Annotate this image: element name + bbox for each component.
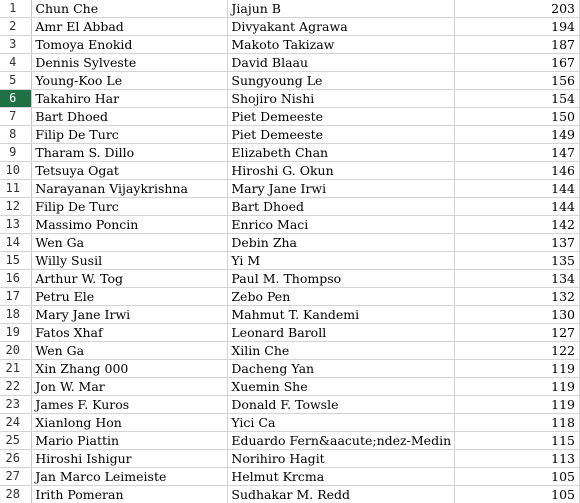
cell-col-b[interactable]: Paul M. Thompso — [228, 270, 455, 288]
cell-col-b[interactable]: Sudhakar M. Redd — [228, 486, 455, 503]
cell-col-a[interactable]: Fatos Xhaf — [32, 324, 228, 342]
cell-col-c[interactable]: 105 — [455, 468, 580, 486]
cell-col-b[interactable]: Makoto Takizaw — [228, 36, 455, 54]
cell-col-c[interactable]: 113 — [455, 450, 580, 468]
cell-col-a[interactable]: Jon W. Mar — [32, 378, 228, 396]
table-row — [0, 288, 580, 306]
cell-col-c[interactable]: 156 — [455, 72, 580, 90]
cell-col-c[interactable]: 118 — [455, 414, 580, 432]
cell-col-b[interactable]: Enrico Maci — [228, 216, 455, 234]
cell-col-b[interactable]: Piet Demeeste — [228, 126, 455, 144]
cell-col-a[interactable]: Dennis Sylveste — [32, 54, 228, 72]
row-header[interactable]: 12 — [0, 198, 32, 216]
row-header[interactable]: 7 — [0, 108, 32, 126]
table-row — [0, 54, 580, 72]
table-row — [0, 432, 580, 450]
cell-col-b[interactable]: Mary Jane Irwi — [228, 180, 455, 198]
cell-col-c[interactable]: 135 — [455, 252, 580, 270]
row-header[interactable]: 23 — [0, 396, 32, 414]
row-header[interactable]: 17 — [0, 288, 32, 306]
cell-col-c[interactable]: 187 — [455, 36, 580, 54]
cell-col-c[interactable]: 119 — [455, 378, 580, 396]
cell-col-b[interactable]: Divyakant Agrawa — [228, 18, 455, 36]
table-row — [0, 198, 580, 216]
cell-col-c[interactable]: 119 — [455, 360, 580, 378]
cell-col-b[interactable]: Leonard Baroll — [228, 324, 455, 342]
row-header[interactable]: 4 — [0, 54, 32, 72]
table-row — [0, 450, 580, 468]
cell-col-a[interactable]: Mario Piattin — [32, 432, 228, 450]
cell-col-a[interactable]: Hiroshi Ishigur — [32, 450, 228, 468]
row-header[interactable]: 19 — [0, 324, 32, 342]
cell-col-a[interactable]: Bart Dhoed — [32, 108, 228, 126]
cell-col-b[interactable]: Eduardo Fern&aacute;ndez-Medin — [228, 432, 455, 450]
row-header[interactable]: 14 — [0, 234, 32, 252]
cell-col-b[interactable]: Piet Demeeste — [228, 108, 455, 126]
table-row — [0, 108, 580, 126]
cell-col-a[interactable]: Amr El Abbad — [32, 18, 228, 36]
row-header[interactable]: 8 — [0, 126, 32, 144]
row-header[interactable]: 6 — [0, 90, 32, 108]
cell-col-a[interactable]: Willy Susil — [32, 252, 228, 270]
cell-col-c[interactable]: 105 — [455, 486, 580, 503]
cell-col-b[interactable]: Zebo Pen — [228, 288, 455, 306]
table-row — [0, 342, 580, 360]
cell-col-a[interactable]: Wen Ga — [32, 342, 228, 360]
table-row — [0, 18, 580, 36]
cell-col-b[interactable]: Donald F. Towsle — [228, 396, 455, 414]
cell-col-b[interactable]: Bart Dhoed — [228, 198, 455, 216]
cell-col-c[interactable]: 144 — [455, 198, 580, 216]
row-header[interactable]: 24 — [0, 414, 32, 432]
cell-col-a[interactable]: Mary Jane Irwi — [32, 306, 228, 324]
row-header[interactable]: 26 — [0, 450, 32, 468]
cell-col-c[interactable]: 134 — [455, 270, 580, 288]
cell-col-b[interactable]: Sungyoung Le — [228, 72, 455, 90]
cell-col-a[interactable]: Xianlong Hon — [32, 414, 228, 432]
cell-col-c[interactable]: 144 — [455, 180, 580, 198]
table-row — [0, 126, 580, 144]
table-row — [0, 36, 580, 54]
row-header[interactable]: 10 — [0, 162, 32, 180]
row-header[interactable]: 27 — [0, 468, 32, 486]
table-row — [0, 162, 580, 180]
cell-col-a[interactable]: Tomoya Enokid — [32, 36, 228, 54]
table-row — [0, 72, 580, 90]
cell-col-a[interactable]: Chun Che — [32, 0, 228, 18]
row-header[interactable]: 28 — [0, 486, 32, 503]
cell-col-c[interactable]: 167 — [455, 54, 580, 72]
cell-col-b[interactable]: Helmut Krcma — [228, 468, 455, 486]
table-row — [0, 216, 580, 234]
cell-col-b[interactable]: Norihiro Hagit — [228, 450, 455, 468]
cell-col-a[interactable]: Petru Ele — [32, 288, 228, 306]
cell-col-c[interactable]: 122 — [455, 342, 580, 360]
cell-col-c[interactable]: 115 — [455, 432, 580, 450]
cell-col-b[interactable]: Hiroshi G. Okun — [228, 162, 455, 180]
cell-col-c[interactable]: 150 — [455, 108, 580, 126]
row-header[interactable]: 22 — [0, 378, 32, 396]
cell-col-c[interactable]: 127 — [455, 324, 580, 342]
row-header[interactable]: 21 — [0, 360, 32, 378]
table-row — [0, 486, 580, 503]
cell-col-b[interactable]: Yici Ca — [228, 414, 455, 432]
cell-col-a[interactable]: James F. Kuros — [32, 396, 228, 414]
table-row — [0, 360, 580, 378]
row-header[interactable]: 3 — [0, 36, 32, 54]
cell-col-c[interactable]: 137 — [455, 234, 580, 252]
cell-col-b[interactable]: Debin Zha — [228, 234, 455, 252]
cell-col-b[interactable]: Xuemin She — [228, 378, 455, 396]
cell-col-b[interactable]: Yi M — [228, 252, 455, 270]
cell-col-c[interactable]: 119 — [455, 396, 580, 414]
row-header[interactable]: 25 — [0, 432, 32, 450]
cell-col-c[interactable]: 132 — [455, 288, 580, 306]
cell-col-c[interactable]: 130 — [455, 306, 580, 324]
row-header[interactable]: 11 — [0, 180, 32, 198]
cell-col-b[interactable]: Elizabeth Chan — [228, 144, 455, 162]
cell-col-a[interactable]: Young-Koo Le — [32, 72, 228, 90]
cell-col-a[interactable]: Narayanan Vijaykrishna — [32, 180, 228, 198]
cell-col-b[interactable]: Jiajun B — [228, 0, 455, 18]
cell-col-a[interactable]: Jan Marco Leimeiste — [32, 468, 228, 486]
cell-col-a[interactable]: Takahiro Har — [32, 90, 228, 108]
table-row — [0, 324, 580, 342]
table-row — [0, 468, 580, 486]
cell-col-a[interactable]: Tharam S. Dillo — [32, 144, 228, 162]
row-header[interactable]: 13 — [0, 216, 32, 234]
table-row — [0, 234, 580, 252]
table-row — [0, 144, 580, 162]
cell-col-c[interactable]: 154 — [455, 90, 580, 108]
row-header[interactable]: 5 — [0, 72, 32, 90]
table-row — [0, 378, 580, 396]
row-header[interactable]: 1 — [0, 0, 32, 18]
table-row — [0, 414, 580, 432]
cell-col-b[interactable]: David Blaau — [228, 54, 455, 72]
table-row — [0, 396, 580, 414]
cell-col-a[interactable]: Filip De Turc — [32, 198, 228, 216]
table-row — [0, 0, 580, 18]
cell-col-a[interactable]: Tetsuya Ogat — [32, 162, 228, 180]
row-header[interactable]: 16 — [0, 270, 32, 288]
row-header[interactable]: 9 — [0, 144, 32, 162]
row-header[interactable]: 15 — [0, 252, 32, 270]
cell-col-b[interactable]: Mahmut T. Kandemi — [228, 306, 455, 324]
table-row — [0, 306, 580, 324]
cell-col-a[interactable]: Irith Pomeran — [32, 486, 228, 503]
row-header[interactable]: 20 — [0, 342, 32, 360]
table-row — [0, 90, 580, 108]
table-row — [0, 252, 580, 270]
cell-col-b[interactable]: Xilin Che — [228, 342, 455, 360]
table-row — [0, 180, 580, 198]
cell-col-b[interactable]: Dacheng Yan — [228, 360, 455, 378]
cell-col-a[interactable]: Filip De Turc — [32, 126, 228, 144]
cell-col-a[interactable]: Wen Ga — [32, 234, 228, 252]
row-header[interactable]: 18 — [0, 306, 32, 324]
cell-col-a[interactable]: Xin Zhang 000 — [32, 360, 228, 378]
cell-col-c[interactable]: 146 — [455, 162, 580, 180]
cell-col-c[interactable]: 203 — [455, 0, 580, 18]
cell-col-c[interactable]: 194 — [455, 18, 580, 36]
cell-col-c[interactable]: 142 — [455, 216, 580, 234]
cell-col-c[interactable]: 147 — [455, 144, 580, 162]
table-row — [0, 270, 580, 288]
row-header[interactable]: 2 — [0, 18, 32, 36]
cell-col-a[interactable]: Massimo Poncin — [32, 216, 228, 234]
cell-col-b[interactable]: Shojiro Nishi — [228, 90, 455, 108]
cell-col-c[interactable]: 149 — [455, 126, 580, 144]
cell-col-a[interactable]: Arthur W. Tog — [32, 270, 228, 288]
